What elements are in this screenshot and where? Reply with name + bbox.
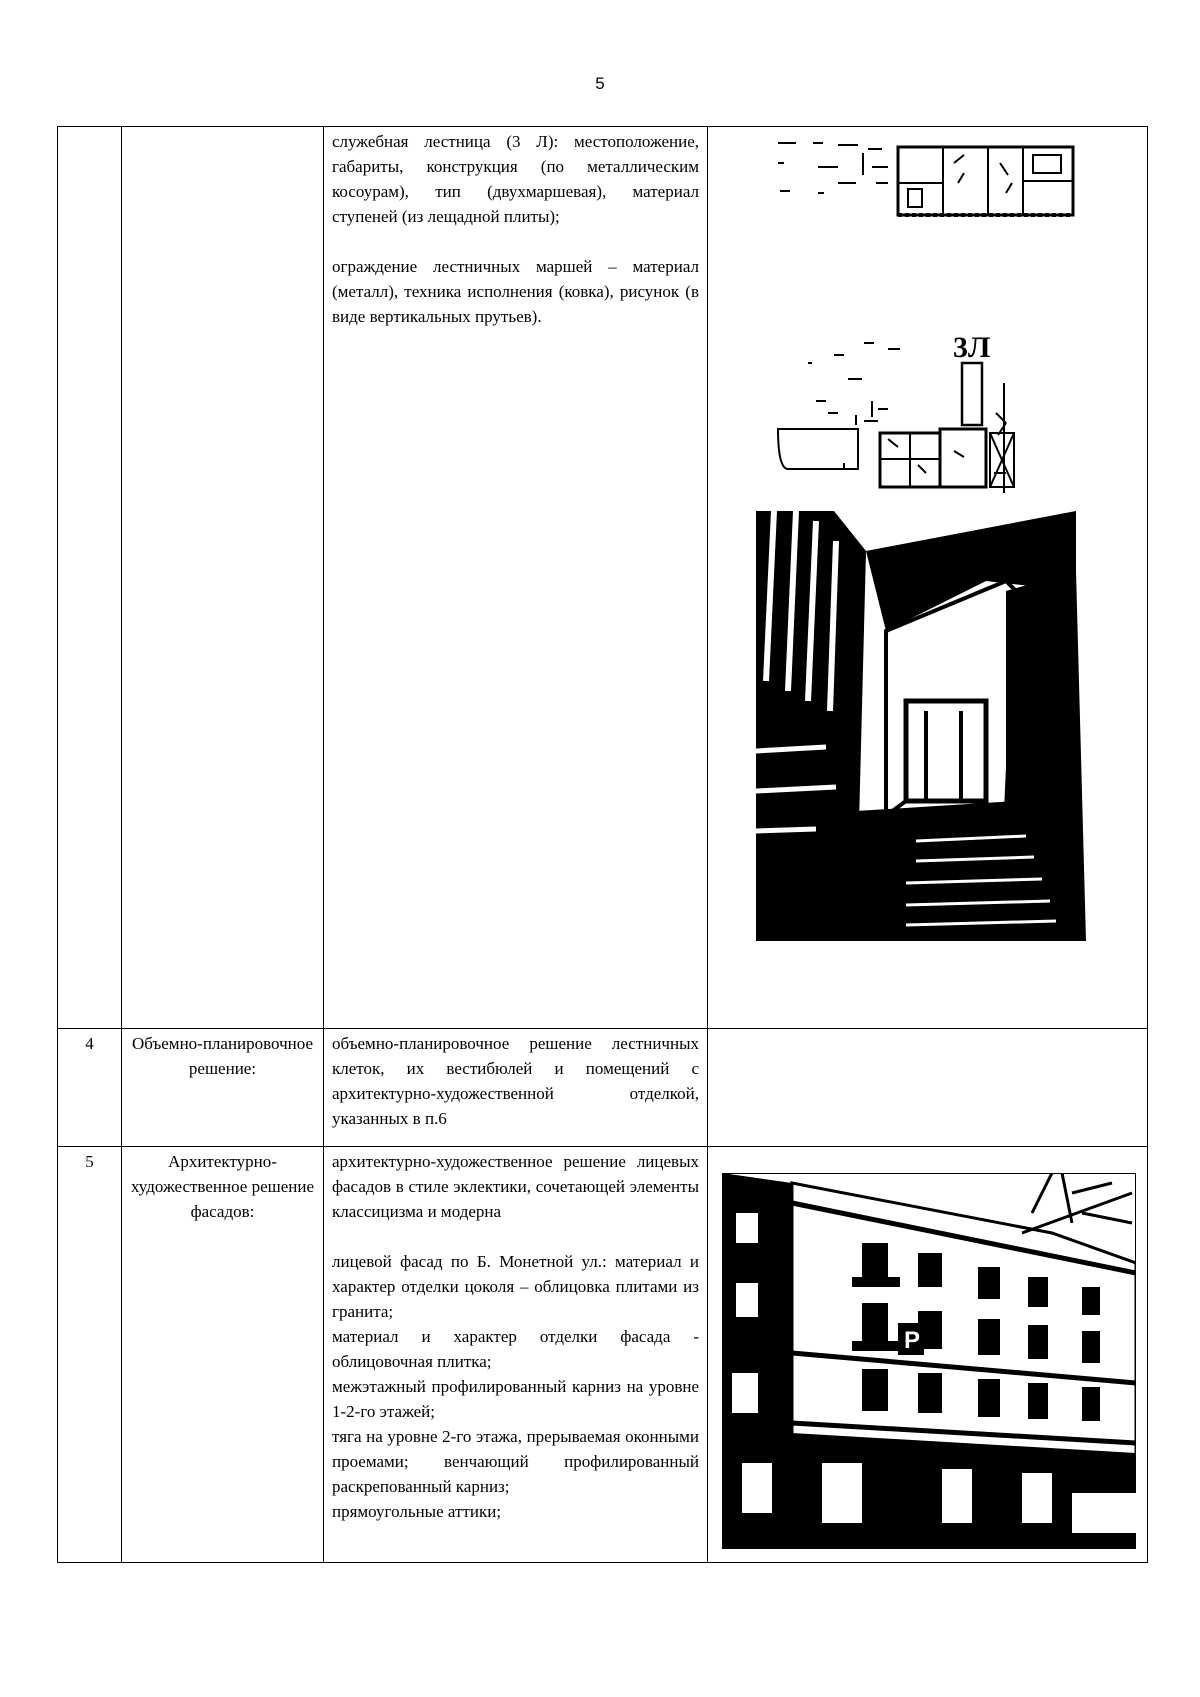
svg-text:P: P: [904, 1327, 921, 1354]
row-number: 5: [58, 1147, 122, 1563]
row-name: Архитектурно-художественное решение фасадов:: [122, 1147, 324, 1563]
desc-paragraph: лицевой фасад по Б. Монетной ул.: материал и характер отделки цоколя – облицовка плитами из гранита;: [332, 1252, 699, 1321]
row-number: 4: [58, 1029, 122, 1147]
plan-label: 3Л: [953, 331, 991, 364]
table-row: [58, 127, 1148, 1029]
row-illustrations: [708, 127, 1148, 1029]
desc-paragraph: материал и характер отделки фасада - облицовочная плитка;: [332, 1327, 699, 1371]
row-name: Объемно-планировочное решение:: [122, 1029, 324, 1147]
row-name: [122, 127, 324, 1029]
row-illustrations: [708, 1029, 1148, 1147]
facade-photo: [722, 1173, 1136, 1549]
row-description: [324, 1147, 708, 1563]
floor-plan-image: [768, 133, 1088, 493]
table-row: [58, 1029, 1148, 1147]
desc-paragraph: архитектурно-художественное решение лицевых фасадов в стиле эклектики, сочетающей элементы классицизма и модерна: [332, 1152, 699, 1221]
page-number: 5: [595, 74, 605, 93]
row-number: [58, 127, 122, 1029]
desc-paragraph: объемно-планировочное решение лестничных клеток, их вестибюлей и помещений с архитектурно-художественной отделкой, указанных в п.6: [332, 1034, 699, 1128]
table-row: [58, 1147, 1148, 1563]
desc-paragraph: тяга на уровне 2-го этажа, прерываемая оконными проемами; венчающий профилированный раскрепованный карниз;: [332, 1427, 699, 1496]
row-description: [324, 127, 708, 1029]
desc-paragraph: служебная лестница (3 Л): местоположение, габариты, конструкция (по металлическим косоурам), тип (двухмаршевая), материал ступеней (из лещадной плиты);: [332, 132, 699, 226]
desc-paragraph: межэтажный профилированный карниз на уровне 1-2-го этажей;: [332, 1377, 699, 1421]
row-description: [324, 1029, 708, 1147]
desc-paragraph: прямоугольные аттики;: [332, 1502, 502, 1521]
protection-subject-table: [57, 126, 1148, 1563]
staircase-photo: [756, 511, 1086, 941]
desc-paragraph: ограждение лестничных маршей – материал (металл), техника исполнения (ковка), рисунок (в виде вертикальных прутьев).: [332, 257, 699, 326]
row-illustrations: [708, 1147, 1148, 1563]
